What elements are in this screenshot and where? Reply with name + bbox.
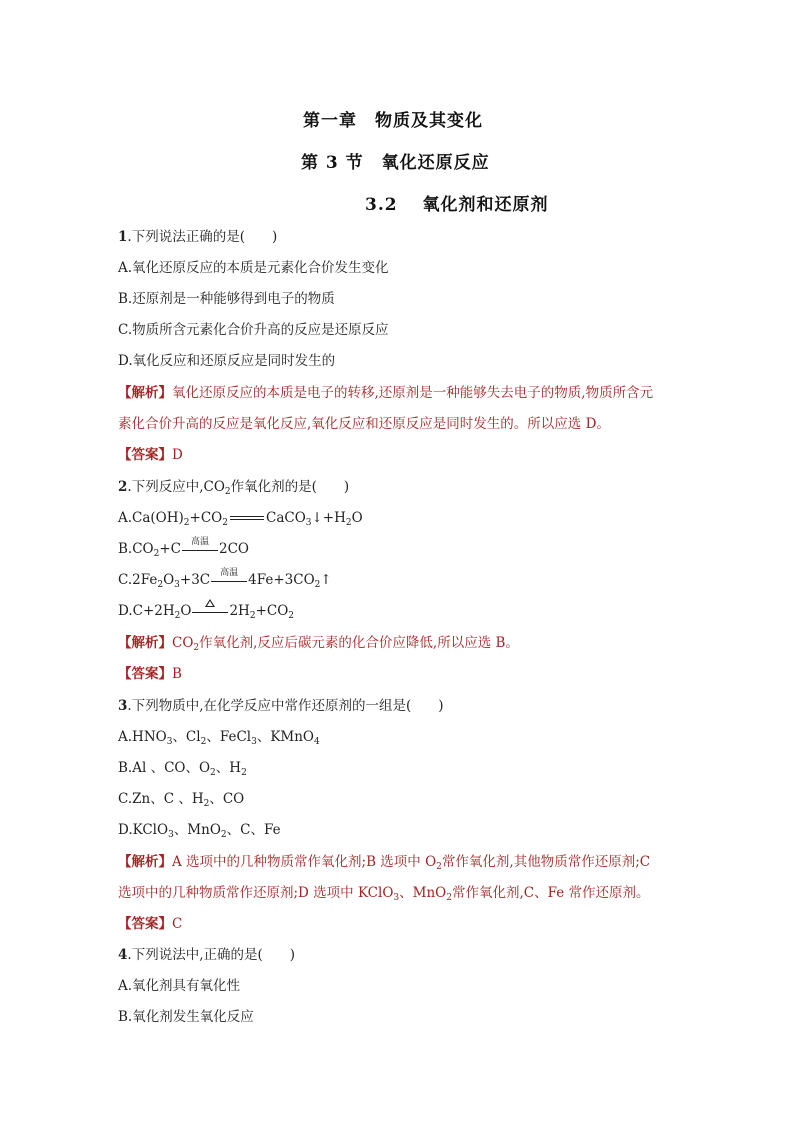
q3-option-b: B.Al 、CO、$O_2$、$H_2$	[118, 760, 247, 778]
q1-answer: 【答案】D	[118, 447, 183, 463]
q2-stem: 2.下列反应中$,CO_2$作氧化剂的是( )	[118, 479, 350, 497]
q4-stem: 4.下列说法中,正确的是( )	[118, 947, 296, 963]
heat-triangle-icon	[205, 599, 215, 607]
q1-option-d: D.氧化反应和还原反应是同时发生的	[118, 353, 336, 369]
q2-analysis: 【解析】$CO_2$作氧化剂,反应后碳元素的化合价应降低,所以应选 B。	[118, 635, 519, 653]
equals-sign	[228, 509, 266, 527]
heating-condition	[191, 602, 229, 620]
reaction-condition: 高温	[210, 571, 248, 589]
q3-option-d: D.KClO$_3$、MnO$_2$、C、Fe	[118, 822, 281, 840]
q2-option-a: $A.Ca(OH)_2+CO_2$ $CaCO_3↓+H_2O$	[118, 510, 363, 528]
q4-option-a: A.氧化剂具有氧化性	[118, 978, 241, 994]
q3-analysis-line1: 【解析】A 选项中的几种物质常作氧化剂;B 选项中 $O_2$常作氧化剂,其他物质常作还原剂;C	[118, 854, 651, 872]
q3-option-c: C.Zn、C 、$H_2$、CO	[118, 791, 245, 809]
chapter-title: 第一章 物质及其变化	[303, 111, 483, 131]
q3-option-a: $A.HNO_3$、$Cl_2$、FeCl$_3$、KMnO$_4$	[118, 729, 320, 747]
q3-stem: 3.下列物质中,在化学反应中常作还原剂的一组是( )	[118, 698, 444, 714]
q1-stem: 1.下列说法正确的是( )	[118, 229, 278, 245]
q4-option-b: B.氧化剂发生氧化反应	[118, 1009, 254, 1025]
subsection-title: 3.2 氧化剂和还原剂	[365, 195, 549, 215]
q1-analysis-line1: 【解析】氧化还原反应的本质是电子的转移,还原剂是一种能够失去电子的物质,物质所含元	[118, 385, 654, 401]
q2-option-b: $B.CO_2+C$ 高温 2CO	[118, 537, 249, 559]
q2-option-c: $C.2Fe_2O_3+3C$ 高温 $4Fe+3CO_2↑$	[118, 568, 332, 590]
q2-option-d: $D.C+2H_2O$ $2H_2+CO_2$	[118, 602, 294, 620]
q2-answer: 【答案】B	[118, 666, 182, 682]
reaction-condition: 高温	[181, 540, 219, 558]
q1-option-c: C.物质所含元素化合价升高的反应是还原反应	[118, 322, 389, 338]
q3-answer: 【答案】C	[118, 916, 183, 932]
q1-option-a: A.氧化还原反应的本质是元素化合价发生变化	[118, 260, 389, 276]
q3-analysis-line2: 选项中的几种物质常作还原剂;D 选项中 KClO$_3$、MnO$_2$常作氧化剂,C、Fe 常作还原剂。	[118, 885, 650, 903]
q1-option-b: B.还原剂是一种能够得到电子的物质	[118, 291, 335, 307]
q1-analysis-line2: 素化合价升高的反应是氧化反应,氧化反应和还原反应是同时发生的。所以应选 D。	[118, 416, 610, 432]
section-title: 第 3 节 氧化还原反应	[301, 153, 490, 173]
